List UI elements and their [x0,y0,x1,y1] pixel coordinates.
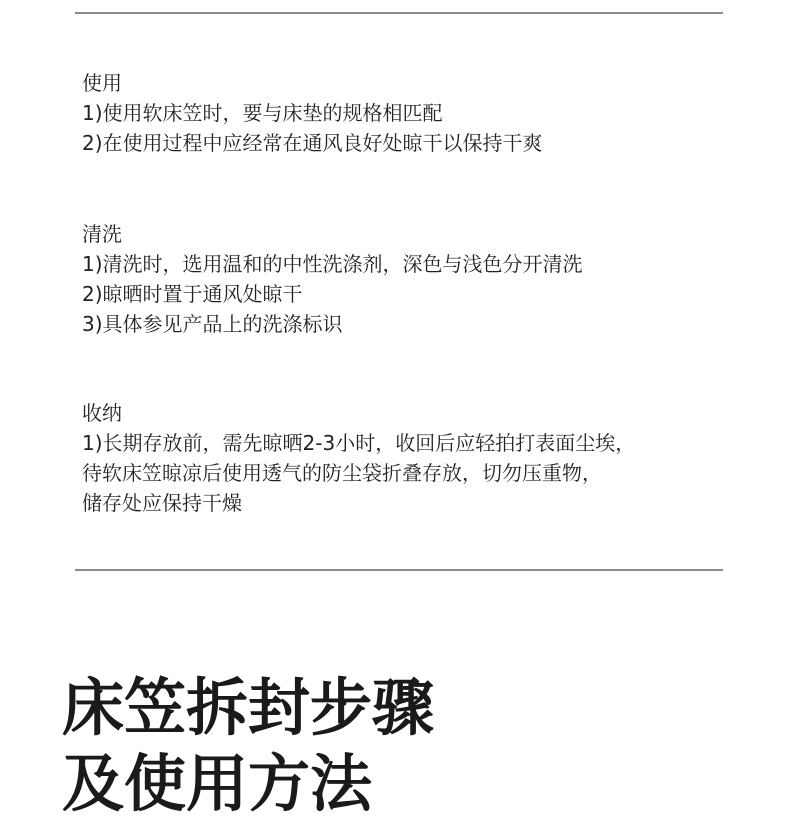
bottom-divider [75,569,723,571]
usage-line-2: 2)在使用过程中应经常在通风良好处晾干以保持干爽 [82,131,543,155]
usage-line-1: 1)使用软床笠时，要与床垫的规格相匹配 [82,101,443,125]
page-title-line-2: 及使用方法 [62,747,373,820]
washing-section [82,219,583,339]
top-divider [75,12,723,14]
storage-line-1: 1)长期存放前，需先晾晒2-3小时，收回后应轻拍打表面尘埃， [82,431,636,455]
storage-line-2: 待软床笠晾凉后使用透气的防尘袋折叠存放，切勿压重物， [82,461,602,485]
washing-heading: 清洗 [82,222,122,246]
page-title-line-1: 床笠拆封步骤 [62,671,435,744]
storage-heading: 收纳 [82,401,122,425]
washing-line-3: 3)具体参见产品上的洗涤标识 [82,312,343,336]
washing-line-2: 2)晾晒时置于通风处晾干 [82,282,303,306]
usage-heading: 使用 [82,71,122,95]
page-title [62,670,434,822]
storage-section [82,398,635,518]
storage-line-3: 储存处应保持干燥 [82,491,242,515]
usage-section [82,68,543,158]
washing-line-1: 1)清洗时，选用温和的中性洗涤剂，深色与浅色分开清洗 [82,252,583,276]
